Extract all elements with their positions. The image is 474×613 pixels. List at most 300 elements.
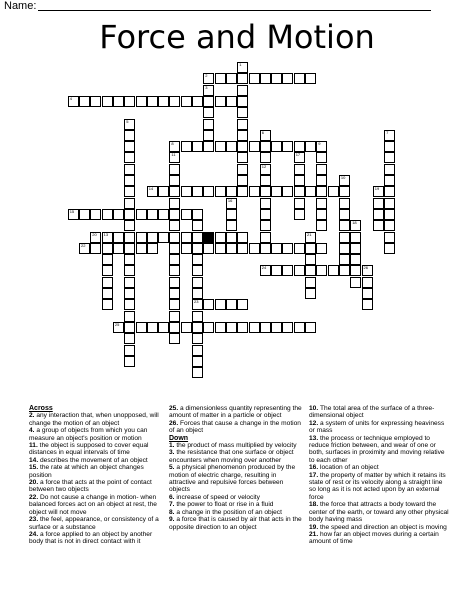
clue-col1-7	[29, 516, 164, 531]
clue-number: 1.	[169, 442, 177, 450]
crossword-cell[interactable]	[102, 243, 113, 254]
crossword-cell[interactable]	[260, 243, 271, 254]
crossword-cell[interactable]	[294, 164, 305, 175]
clue-number-label: 10	[340, 175, 346, 180]
crossword-cell[interactable]	[203, 322, 214, 333]
crossword-cell[interactable]	[181, 96, 192, 107]
crossword-cell[interactable]	[124, 322, 135, 333]
crossword-cell[interactable]	[158, 322, 169, 333]
crossword-cell[interactable]	[362, 299, 373, 310]
crossword-cell[interactable]	[316, 198, 327, 209]
crossword-cell[interactable]	[147, 322, 158, 333]
crossword-cell[interactable]	[294, 141, 305, 152]
crossword-cell[interactable]	[260, 198, 271, 209]
clue-col3-7	[309, 531, 451, 546]
crossword-cell[interactable]	[237, 85, 248, 96]
crossword-cell[interactable]	[192, 96, 203, 107]
crossword-cell[interactable]	[384, 152, 395, 163]
crossword-cell[interactable]	[294, 243, 305, 254]
crossword-cell[interactable]	[192, 367, 203, 378]
crossword-cell[interactable]	[350, 232, 361, 243]
crossword-cell[interactable]	[237, 164, 248, 175]
across-heading: Across	[29, 405, 53, 412]
crossword-cell[interactable]	[384, 141, 395, 152]
crossword-cell[interactable]	[260, 322, 271, 333]
crossword-cell[interactable]	[124, 198, 135, 209]
crossword-cell[interactable]	[169, 265, 180, 276]
crossword-cell[interactable]	[136, 96, 147, 107]
crossword-cell[interactable]	[271, 322, 282, 333]
crossword-cell[interactable]	[192, 345, 203, 356]
crossword-cell[interactable]	[249, 186, 260, 197]
crossword-cell[interactable]	[237, 186, 248, 197]
crossword-cell[interactable]	[237, 107, 248, 118]
crossword-cell[interactable]	[124, 141, 135, 152]
crossword-cell[interactable]	[158, 186, 169, 197]
crossword-cell[interactable]	[124, 277, 135, 288]
crossword-cell[interactable]	[169, 186, 180, 197]
crossword-cell[interactable]	[316, 186, 327, 197]
crossword-cell[interactable]	[192, 299, 203, 310]
crossword-cell[interactable]	[124, 299, 135, 310]
crossword-cell[interactable]	[90, 96, 101, 107]
crossword-cell[interactable]	[136, 209, 147, 220]
clue-number-label: 6	[261, 129, 265, 135]
crossword-cell[interactable]	[181, 232, 192, 243]
crossword-cell[interactable]	[305, 141, 316, 152]
crossword-cell[interactable]	[249, 141, 260, 152]
crossword-cell[interactable]	[316, 220, 327, 231]
crossword-cell[interactable]	[169, 220, 180, 231]
crossword-cell[interactable]	[271, 73, 282, 84]
clue-col2_down-1	[169, 449, 304, 464]
crossword-cell[interactable]	[79, 209, 90, 220]
crossword-cell[interactable]	[226, 96, 237, 107]
crossword-cell[interactable]	[260, 220, 271, 231]
crossword-cell[interactable]	[237, 175, 248, 186]
crossword-cell[interactable]	[192, 254, 203, 265]
crossword-cell[interactable]	[260, 232, 271, 243]
crossword-cell[interactable]	[124, 333, 135, 344]
clue-text: location of an object	[320, 464, 379, 472]
crossword-cell[interactable]	[113, 243, 124, 254]
crossword-cell[interactable]	[237, 130, 248, 141]
page-title: Force and Motion	[99, 18, 375, 56]
crossword-cell[interactable]	[169, 333, 180, 344]
crossword-cell[interactable]	[260, 265, 271, 276]
crossword-cell[interactable]	[260, 186, 271, 197]
crossword-cell[interactable]	[192, 288, 203, 299]
crossword-cell[interactable]	[282, 141, 293, 152]
crossword-cell[interactable]	[339, 265, 350, 276]
crossword-cell[interactable]	[124, 209, 135, 220]
crossword-cell[interactable]	[339, 198, 350, 209]
crossword-cell[interactable]	[260, 164, 271, 175]
clue-text: a dimensionless quantity representing the amount of matter in a particle or object	[169, 405, 302, 420]
crossword-cell[interactable]	[203, 141, 214, 152]
crossword-cell[interactable]	[124, 345, 135, 356]
crossword-cell[interactable]	[294, 198, 305, 209]
crossword-cell[interactable]	[271, 265, 282, 276]
crossword-cell[interactable]	[328, 186, 339, 197]
crossword-cell[interactable]	[384, 186, 395, 197]
crossword-cell[interactable]	[316, 265, 327, 276]
crossword-cell[interactable]	[282, 73, 293, 84]
crossword-cell[interactable]	[136, 243, 147, 254]
crossword-cell[interactable]	[305, 73, 316, 84]
crossword-cell[interactable]	[237, 119, 248, 130]
clue-number-label: 23	[194, 299, 199, 305]
crossword-cell[interactable]	[384, 243, 395, 254]
crossword-cell[interactable]	[169, 232, 180, 243]
crossword-cell[interactable]	[316, 209, 327, 220]
crossword-cell[interactable]	[113, 322, 124, 333]
crossword-cell[interactable]	[113, 209, 124, 220]
crossword-cell[interactable]	[192, 356, 203, 367]
crossword-cell[interactable]	[373, 209, 384, 220]
crossword-cell[interactable]	[339, 220, 350, 231]
clue-number-label: 21	[307, 231, 312, 237]
crossword-cell[interactable]	[192, 220, 203, 231]
crossword-cell[interactable]	[226, 322, 237, 333]
crossword-cell[interactable]	[169, 141, 180, 152]
crossword-cell[interactable]	[226, 220, 237, 231]
crossword-cell[interactable]	[237, 322, 248, 333]
crossword-cell[interactable]	[282, 243, 293, 254]
clue-col1-2	[29, 442, 164, 457]
crossword-cell[interactable]	[294, 73, 305, 84]
crossword-cell[interactable]	[169, 164, 180, 175]
crossword-cell[interactable]	[305, 322, 316, 333]
crossword-cell[interactable]	[169, 175, 180, 186]
crossword-cell[interactable]	[79, 243, 90, 254]
crossword-cell[interactable]	[147, 243, 158, 254]
crossword-cell[interactable]	[237, 62, 248, 73]
crossword-cell[interactable]	[136, 322, 147, 333]
crossword-cell[interactable]	[215, 232, 226, 243]
clue-number-label: 26	[363, 265, 368, 271]
crossword-cell[interactable]	[237, 299, 248, 310]
clue-number: 10.	[309, 405, 320, 412]
crossword-cell[interactable]	[215, 322, 226, 333]
crossword-cell[interactable]	[102, 265, 113, 276]
clue-column-3	[309, 405, 451, 546]
crossword-cell[interactable]	[124, 232, 135, 243]
clue-text: the rate at which an object changes position	[29, 464, 144, 479]
crossword-cell[interactable]	[203, 107, 214, 118]
crossword-cell[interactable]	[282, 265, 293, 276]
clue-number: 12.	[309, 419, 320, 427]
crossword-cell[interactable]	[147, 96, 158, 107]
crossword-cell[interactable]	[124, 288, 135, 299]
crossword-cell[interactable]	[102, 254, 113, 265]
crossword-cell[interactable]	[260, 152, 271, 163]
crossword-cell[interactable]	[249, 243, 260, 254]
crossword-cell[interactable]	[316, 152, 327, 163]
crossword-cell[interactable]	[169, 198, 180, 209]
crossword-cell[interactable]	[260, 73, 271, 84]
crossword-cell[interactable]	[316, 141, 327, 152]
crossword-cell[interactable]	[226, 232, 237, 243]
crossword-cell[interactable]	[260, 130, 271, 141]
crossword-cell[interactable]	[192, 277, 203, 288]
clue-number-label: 8	[171, 141, 174, 147]
crossword-cell[interactable]	[384, 164, 395, 175]
crossword-cell[interactable]	[192, 311, 203, 322]
crossword-cell[interactable]	[384, 209, 395, 220]
crossword-cell[interactable]	[192, 243, 203, 254]
crossword-cell[interactable]	[124, 254, 135, 265]
crossword-cell[interactable]	[350, 277, 361, 288]
crossword-cell[interactable]	[384, 130, 395, 141]
crossword-cell[interactable]	[181, 186, 192, 197]
crossword-cell[interactable]	[339, 232, 350, 243]
crossword-cell[interactable]	[350, 265, 361, 276]
crossword-cell[interactable]	[113, 232, 124, 243]
crossword-cell[interactable]	[90, 232, 101, 243]
crossword-cell[interactable]	[169, 254, 180, 265]
crossword-cell[interactable]	[124, 265, 135, 276]
crossword-cell[interactable]	[124, 220, 135, 231]
crossword-cell[interactable]	[226, 73, 237, 84]
clue-number: 20.	[29, 479, 40, 487]
crossword-cell[interactable]	[339, 243, 350, 254]
crossword-cell[interactable]	[203, 299, 214, 310]
crossword-cell[interactable]	[362, 288, 373, 299]
clue-col3-2	[309, 435, 451, 465]
crossword-cell[interactable]	[350, 220, 361, 231]
crossword-cell[interactable]	[203, 96, 214, 107]
crossword-cell[interactable]	[124, 311, 135, 322]
crossword-cell[interactable]	[373, 220, 384, 231]
crossword-cell[interactable]	[215, 96, 226, 107]
crossword-cell[interactable]	[192, 186, 203, 197]
clue-text: describes the movement of an object	[40, 456, 148, 464]
crossword-cell[interactable]	[362, 277, 373, 288]
clue-text: the power to float or rise in a fluid	[176, 501, 274, 509]
clue-text: a force applied to an object by another body that is not in direct contact with it	[29, 530, 153, 546]
crossword-cell[interactable]	[158, 232, 169, 243]
crossword-cell[interactable]	[271, 186, 282, 197]
crossword-cell[interactable]	[169, 322, 180, 333]
crossword-cell[interactable]	[305, 243, 316, 254]
crossword-cell[interactable]	[305, 265, 316, 276]
crossword-cell[interactable]	[90, 243, 101, 254]
crossword-cell[interactable]	[350, 243, 361, 254]
clue-number: 15.	[29, 464, 40, 472]
crossword-cell[interactable]	[203, 186, 214, 197]
crossword-cell[interactable]	[124, 164, 135, 175]
crossword-cell[interactable]	[237, 73, 248, 84]
clue-text: how far an object moves during a certain amount of time	[309, 530, 439, 546]
crossword-cell[interactable]	[169, 277, 180, 288]
clue-number-label: 13	[103, 231, 109, 237]
crossword-cell[interactable]	[260, 175, 271, 186]
crossword-cell[interactable]	[373, 198, 384, 209]
clue-number-label: 11	[171, 152, 176, 158]
clue-number-label: 7	[386, 129, 389, 135]
crossword-cell[interactable]	[226, 243, 237, 254]
clue-number-label: 3	[205, 84, 208, 90]
crossword-cell[interactable]	[294, 186, 305, 197]
crossword-cell[interactable]	[147, 186, 158, 197]
crossword-cell[interactable]	[226, 299, 237, 310]
crossword-cell[interactable]	[102, 96, 113, 107]
crossword-cell[interactable]	[282, 186, 293, 197]
crossword-cell[interactable]	[147, 232, 158, 243]
crossword-cell[interactable]	[339, 186, 350, 197]
clue-col3-6	[309, 524, 451, 531]
crossword-cell[interactable]	[316, 243, 327, 254]
crossword-cell[interactable]	[237, 96, 248, 107]
crossword-cell[interactable]	[260, 209, 271, 220]
clue-text: the property of matter by which it retains its state of rest or its velocity along a straight line so long as it is not acted upon by an external force	[309, 471, 446, 501]
crossword-cell[interactable]	[249, 322, 260, 333]
clue-col2_down-3	[169, 494, 304, 501]
crossword-cell[interactable]	[102, 232, 113, 243]
crossword-cell[interactable]	[339, 175, 350, 186]
crossword-cell[interactable]	[169, 96, 180, 107]
crossword-cell[interactable]	[192, 265, 203, 276]
crossword-cell[interactable]	[102, 299, 113, 310]
crossword-cell[interactable]	[215, 299, 226, 310]
crossword-cell[interactable]	[192, 232, 203, 243]
crossword-cell[interactable]	[203, 85, 214, 96]
crossword-cell[interactable]	[373, 186, 384, 197]
crossword-cell[interactable]	[215, 73, 226, 84]
crossword-cell[interactable]	[158, 209, 169, 220]
crossword-cell[interactable]	[249, 73, 260, 84]
crossword-cell[interactable]	[237, 243, 248, 254]
crossword-cell[interactable]	[271, 243, 282, 254]
crossword-cell[interactable]	[169, 152, 180, 163]
crossword-cell[interactable]	[68, 209, 79, 220]
crossword-cell[interactable]	[124, 119, 135, 130]
clue-number: 13.	[309, 434, 320, 442]
crossword-cell[interactable]	[271, 141, 282, 152]
crossword-cell[interactable]	[215, 141, 226, 152]
crossword-cell[interactable]	[169, 299, 180, 310]
crossword-cell[interactable]	[362, 265, 373, 276]
crossword-cell[interactable]	[68, 96, 79, 107]
crossword-cell[interactable]	[124, 130, 135, 141]
clue-text: The total area of the surface of a three-dimensional object	[309, 405, 435, 420]
crossword-cell[interactable]	[169, 243, 180, 254]
crossword-cell[interactable]	[384, 232, 395, 243]
crossword-cell[interactable]	[124, 175, 135, 186]
crossword-cell[interactable]	[384, 220, 395, 231]
crossword-cell[interactable]	[181, 141, 192, 152]
crossword-cell[interactable]	[203, 243, 214, 254]
clue-text: a force that acts at the point of contact between two objects	[29, 479, 152, 494]
crossword-cell[interactable]	[237, 152, 248, 163]
crossword-cell[interactable]	[226, 186, 237, 197]
clue-col1-6	[29, 494, 164, 516]
crossword-cell[interactable]	[102, 209, 113, 220]
crossword-cell[interactable]	[350, 254, 361, 265]
crossword-cell[interactable]	[124, 96, 135, 107]
crossword-cell[interactable]	[294, 175, 305, 186]
crossword-cell[interactable]	[136, 232, 147, 243]
crossword-cell[interactable]	[294, 265, 305, 276]
crossword-cell[interactable]	[305, 186, 316, 197]
crossword-cell[interactable]	[294, 209, 305, 220]
crossword-cell[interactable]	[192, 322, 203, 333]
clue-number-label: 24	[261, 265, 267, 271]
crossword-cell[interactable]	[181, 322, 192, 333]
crossword-cell[interactable]	[181, 243, 192, 254]
crossword-cell[interactable]	[316, 164, 327, 175]
crossword-cell[interactable]	[294, 322, 305, 333]
crossword-cell[interactable]	[192, 141, 203, 152]
crossword-cell[interactable]	[316, 175, 327, 186]
crossword-cell[interactable]	[226, 198, 237, 209]
crossword-cell[interactable]	[192, 209, 203, 220]
clue-col2_down-5	[169, 509, 304, 516]
crossword-cell[interactable]	[124, 243, 135, 254]
crossword-cell[interactable]	[215, 186, 226, 197]
crossword-cell[interactable]	[124, 186, 135, 197]
crossword-cell[interactable]	[237, 141, 248, 152]
crossword-cell[interactable]	[384, 175, 395, 186]
crossword-cell[interactable]	[237, 232, 248, 243]
clue-text: any interaction that, when unopposed, will change the motion of an object	[29, 412, 159, 427]
crossword-cell[interactable]	[328, 265, 339, 276]
clue-number: 21.	[309, 530, 320, 538]
crossword-cell[interactable]	[102, 288, 113, 299]
crossword-cell[interactable]	[339, 209, 350, 220]
crossword-cell[interactable]	[203, 73, 214, 84]
clue-number-label: 1	[239, 62, 242, 67]
crossword-cell[interactable]	[260, 141, 271, 152]
name-label: Name:	[4, 0, 37, 12]
clue-col2_down-2	[169, 464, 304, 494]
crossword-cell[interactable]	[305, 288, 316, 299]
clue-col3-4	[309, 472, 451, 502]
crossword-cell[interactable]	[113, 96, 124, 107]
crossword-cell[interactable]	[294, 152, 305, 163]
clue-number-label: 22	[81, 242, 86, 248]
crossword-cell[interactable]	[305, 232, 316, 243]
crossword-cell[interactable]	[384, 198, 395, 209]
crossword-cell[interactable]	[203, 130, 214, 141]
crossword-cell[interactable]	[169, 311, 180, 322]
crossword-cell[interactable]	[147, 209, 158, 220]
crossword-cell[interactable]	[158, 96, 169, 107]
crossword-cell[interactable]	[339, 254, 350, 265]
crossword-cell[interactable]	[305, 277, 316, 288]
crossword-cell[interactable]	[282, 322, 293, 333]
clue-text: a group of objects from which you can measure an object's position or motion	[29, 427, 148, 442]
crossword-cell[interactable]	[102, 277, 113, 288]
crossword-cell[interactable]	[215, 243, 226, 254]
crossword-cell[interactable]	[203, 119, 214, 130]
clue-number: 4.	[29, 427, 37, 435]
clue-number-label: 5	[126, 118, 129, 124]
clue-text: the speed and direction an object is moving	[320, 523, 447, 531]
crossword-cell[interactable]	[124, 356, 135, 367]
crossword-cell[interactable]	[226, 141, 237, 152]
crossword-cell[interactable]	[305, 254, 316, 265]
crossword-cell[interactable]	[169, 288, 180, 299]
crossword-cell[interactable]	[90, 209, 101, 220]
crossword-cell[interactable]	[169, 209, 180, 220]
crossword-cell[interactable]	[226, 209, 237, 220]
crossword-cell[interactable]	[192, 333, 203, 344]
crossword-cell[interactable]	[181, 209, 192, 220]
crossword-cell[interactable]	[79, 96, 90, 107]
crossword-cell[interactable]	[124, 152, 135, 163]
